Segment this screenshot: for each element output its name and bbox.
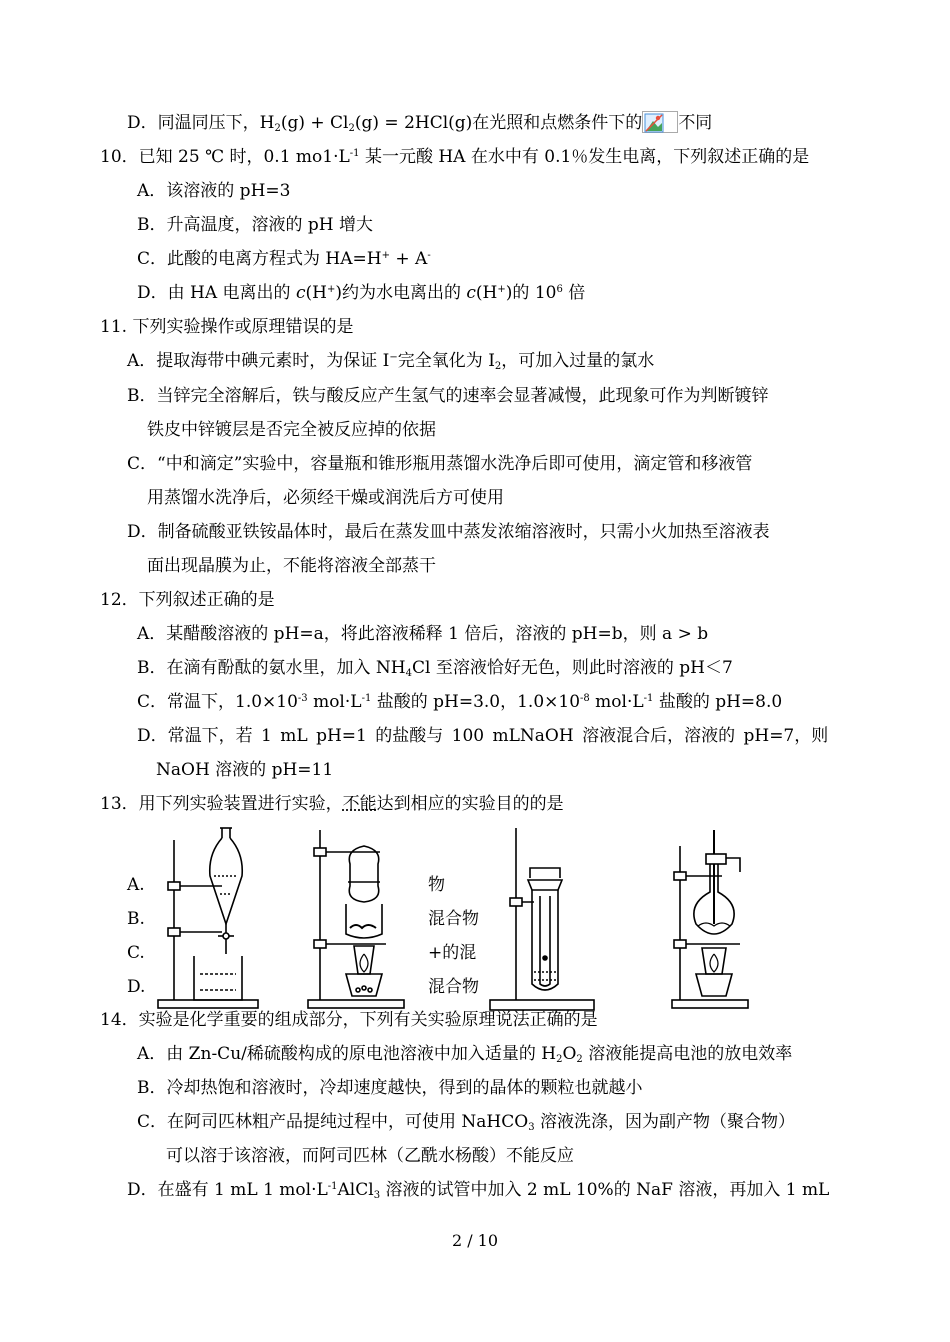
broken-image-icon xyxy=(642,111,678,133)
superscript: - xyxy=(427,250,431,261)
q11-option-b-line2: 铁皮中锌镀层是否完全被反应掉的依据 xyxy=(147,420,436,440)
q14-a-text: O xyxy=(562,1044,577,1064)
italic-c: c xyxy=(466,283,476,303)
q14-c-text: 溶液洗涤，因为副产物（聚合物） xyxy=(534,1112,795,1132)
test-tube-apparatus xyxy=(490,828,594,1010)
q14-d-text: 溶液的试管中加入 2 mL 10%的 NaF 溶液，再加入 1 mL xyxy=(380,1180,830,1200)
q13-option-a-label: A. xyxy=(127,875,145,895)
q11-option-c-line2: 用蒸馏水洗净后，必须经干燥或润洗后方可使用 xyxy=(147,488,504,508)
q12-b-text: B．在滴有酚酞的氨水里，加入 NH xyxy=(137,658,406,678)
superscript: -8 xyxy=(580,693,590,704)
q14-option-b: B．冷却热饱和溶液时，冷却速度越快，得到的晶体的颗粒也就越小 xyxy=(137,1078,643,1098)
q13-option-b-label: B. xyxy=(127,909,145,929)
superscript: -1 xyxy=(361,693,372,704)
q12-option-c xyxy=(137,691,782,713)
q9-option-d xyxy=(127,111,712,134)
q12-c-text: mol·L xyxy=(589,692,644,712)
q13-option-b-fragment: 混合物 xyxy=(428,909,479,929)
superscript: -1 xyxy=(349,148,360,159)
q12-option-d-line2: NaOH 溶液的 pH=11 xyxy=(156,760,334,780)
flask-thermometer-apparatus xyxy=(672,830,748,1008)
q9-d-text: (g) + Cl xyxy=(280,113,349,133)
q11-a-text: ，可加入过量的氯水 xyxy=(501,351,655,371)
q12-c-text: 盐酸的 pH=8.0 xyxy=(653,692,783,712)
q14-d-text: AlCl xyxy=(337,1180,374,1200)
q10-option-d xyxy=(137,282,585,304)
q13-option-c-fragment: +的混 xyxy=(428,943,477,963)
q9-d-text: (g) = 2HCl(g)在光照和点燃条件下的 xyxy=(354,113,643,133)
q14-option-c-line2: 可以溶于该溶液，而阿司匹林（乙酰水杨酸）不能反应 xyxy=(166,1146,574,1166)
q12-stem: 12．下列叙述正确的是 xyxy=(100,590,275,610)
q10-option-a: A．该溶液的 pH=3 xyxy=(137,181,291,201)
superscript: − xyxy=(389,352,398,363)
subscript: 2 xyxy=(556,1054,563,1065)
subscript: 2 xyxy=(494,361,502,372)
q14-option-d xyxy=(127,1179,829,1201)
superscript: -1 xyxy=(643,693,654,704)
superscript: + xyxy=(381,250,390,261)
q12-c-text: mol·L xyxy=(307,692,362,712)
q12-option-a: A．某醋酸溶液的 pH=a，将此溶液稀释 1 倍后，溶液的 pH=b，则 a > b xyxy=(137,624,709,644)
q10-stem-text: 某一元酸 HA 在水中有 0.1％发生电离，下列叙述正确的是 xyxy=(359,147,810,167)
q13-apparatus-figure xyxy=(150,824,750,1016)
q10-stem-text: 10．已知 25 ℃ 时，0.1 mo1·L xyxy=(100,147,350,167)
superscript: -1 xyxy=(327,1181,338,1192)
distillation-flask-apparatus xyxy=(308,830,404,1008)
subscript: 2 xyxy=(274,123,281,134)
q13-option-a-fragment: 物 xyxy=(428,875,445,895)
q12-option-b xyxy=(137,657,733,679)
q11-option-d-line2: 面出现晶膜为止，不能将溶液全部蒸干 xyxy=(147,556,436,576)
q12-c-text: C．常温下，1.0×10 xyxy=(137,692,298,712)
q14-option-a xyxy=(137,1043,792,1065)
q10-stem xyxy=(100,146,809,168)
q13-stem-text: 达到相应的实验目的的是 xyxy=(376,794,564,814)
q11-option-c-line1: C．“中和滴定”实验中，容量瓶和锥形瓶用蒸馏水洗净后即可使用，滴定管和移液管 xyxy=(127,454,753,474)
page-number: 2 / 10 xyxy=(451,1231,499,1250)
q13-stem xyxy=(100,793,564,815)
q14-a-text: 溶液能提高电池的放电效率 xyxy=(582,1044,793,1064)
q11-a-text: A．提取海带中碘元素时，为保证 I xyxy=(127,351,390,371)
subscript: 2 xyxy=(348,123,355,134)
q12-b-text: Cl 至溶液恰好无色，则此时溶液的 pH＜7 xyxy=(411,658,733,678)
q13-stem-text: 13．用下列实验装置进行实验， xyxy=(100,794,343,814)
subscript: 3 xyxy=(373,1190,381,1201)
subscript: 4 xyxy=(405,668,412,679)
q11-option-a xyxy=(127,350,654,372)
q10-d-text: )约为水电离出的 xyxy=(335,283,467,303)
q10-c-text: + A xyxy=(389,249,428,269)
q13-option-d-label: D. xyxy=(127,977,146,997)
q12-c-text: 盐酸的 pH=3.0，1.0×10 xyxy=(371,692,581,712)
q14-a-text: A．由 Zn-Cu/稀硫酸构成的原电池溶液中加入适量的 H xyxy=(137,1044,557,1064)
q13-stem-emphasis: 不能 xyxy=(342,794,377,814)
q11-option-d-line1: D．制备硫酸亚铁铵晶体时，最后在蒸发皿中蒸发浓缩溶液时，只需小火加热至溶液表 xyxy=(127,522,770,542)
subscript: 2 xyxy=(576,1054,583,1065)
q12-option-d-line1: D．常温下，若 1 mL pH=1 的盐酸与 100 mLNaOH 溶液混合后，溶液的 pH=7，则 xyxy=(137,726,829,746)
q11-option-b-line1: B．当锌完全溶解后，铁与酸反应产生氢气的速率会显著减慢，此现象可作为判断镀锌 xyxy=(127,386,769,406)
q10-d-text: 倍 xyxy=(562,283,586,303)
q10-d-text: (H xyxy=(305,283,327,303)
superscript: -3 xyxy=(297,693,308,704)
q10-d-text: D．由 HA 电离出的 xyxy=(137,283,296,303)
q9-d-text: 不同 xyxy=(678,113,713,133)
q14-option-c-line1 xyxy=(137,1111,795,1133)
superscript: + xyxy=(326,284,336,295)
q10-option-c xyxy=(137,248,431,270)
italic-c: c xyxy=(295,283,306,303)
q14-stem: 14．实验是化学重要的组成部分，下列有关实验原理说法正确的是 xyxy=(100,1010,598,1030)
q9-d-text: D．同温同压下，H xyxy=(127,113,275,133)
q10-option-b: B．升高温度，溶液的 pH 增大 xyxy=(137,215,374,235)
separatory-funnel-apparatus xyxy=(158,828,258,1008)
q10-c-text: C．此酸的电离方程式为 HA=H xyxy=(137,249,382,269)
q14-d-text: D．在盛有 1 mL 1 mol·L xyxy=(127,1180,328,1200)
q10-d-text: (H xyxy=(475,283,498,303)
q14-c-text: C．在阿司匹林粗产品提纯过程中，可使用 NaHCO xyxy=(137,1112,529,1132)
q13-option-c-label: C. xyxy=(127,943,145,963)
q11-a-text: 完全氧化为 I xyxy=(397,351,495,371)
q10-d-text: )的 10 xyxy=(505,283,557,303)
q13-option-d-fragment: 混合物 xyxy=(428,977,479,997)
q11-stem: 11. 下列实验操作或原理错误的是 xyxy=(100,317,354,337)
superscript: 6 xyxy=(556,284,563,295)
subscript: 3 xyxy=(528,1122,535,1133)
superscript: + xyxy=(497,284,506,295)
